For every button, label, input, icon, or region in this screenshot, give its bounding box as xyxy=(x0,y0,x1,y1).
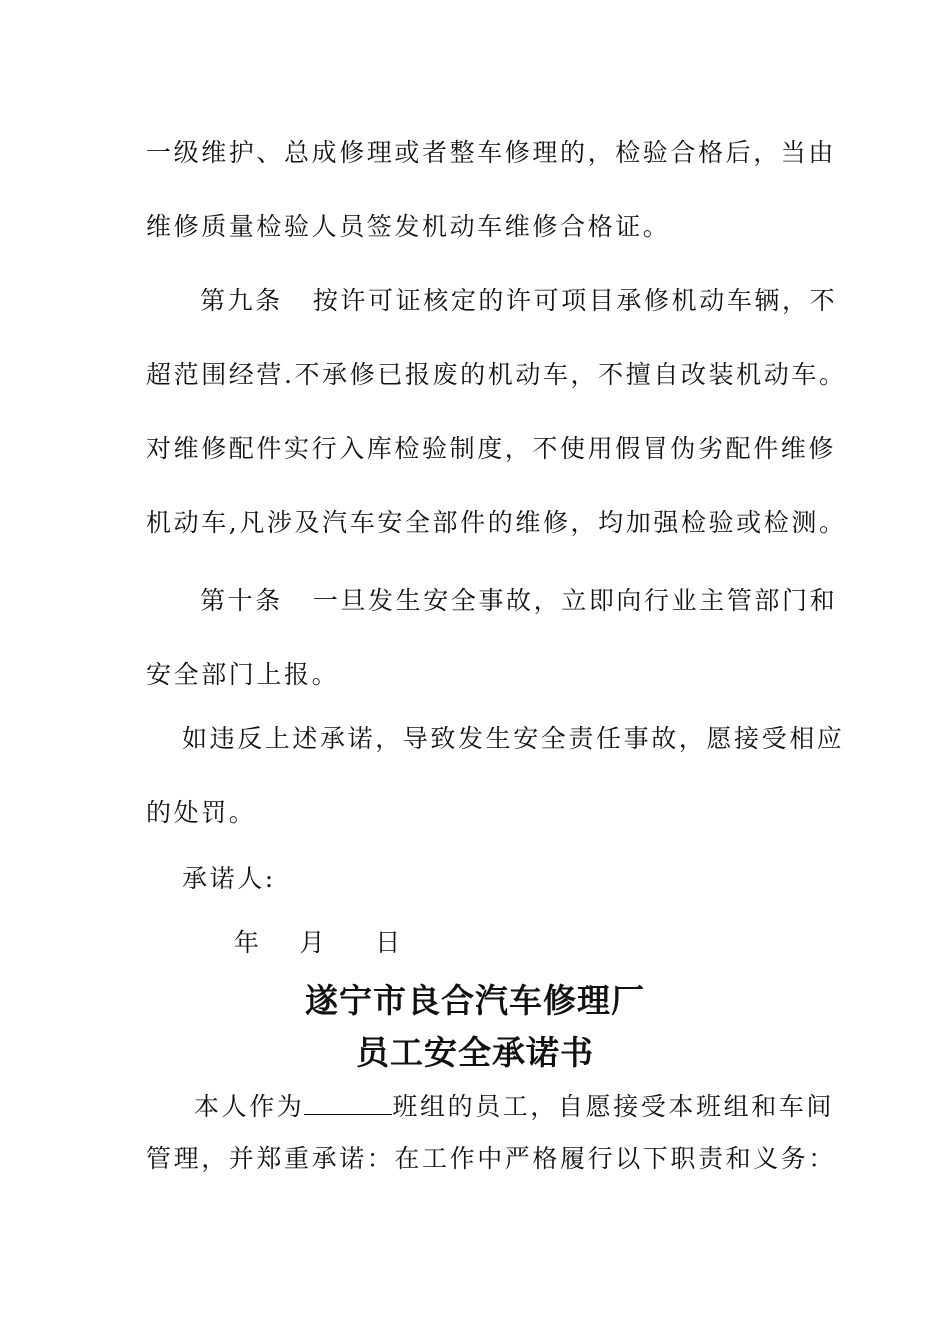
paragraph-line: 管理，并郑重承诺：在工作中严格履行以下职责和义务： xyxy=(146,1144,837,1173)
document-title: 遂宁市良合汽车修理厂 xyxy=(305,981,645,1020)
article-10-label: 第十条 xyxy=(200,586,283,615)
paragraph-line: 维修质量检验人员签发机动车维修合格证。 xyxy=(146,212,671,241)
date-day: 日 xyxy=(375,928,403,957)
promisor-label: 承诺人: xyxy=(182,864,276,893)
paragraph-line: 对维修配件实行入库检验制度，不使用假冒伪劣配件维修 xyxy=(146,434,837,463)
article-9-label: 第九条 xyxy=(200,286,283,315)
date-year: 年 xyxy=(234,928,262,957)
document-subtitle: 员工安全承诺书 xyxy=(356,1033,594,1072)
date-month: 月 xyxy=(299,928,328,957)
article-10-text: 一旦发生安全事故，立即向行业主管部门和 xyxy=(312,586,838,615)
intro-prefix: 本人作为 xyxy=(194,1092,305,1121)
intro-suffix: 班组的员工，自愿接受本班组和车间 xyxy=(392,1092,835,1121)
paragraph-line: 如违反上述承诺，导致发生安全责任事故，愿接受相应 xyxy=(182,724,845,753)
article-9-line xyxy=(200,286,838,315)
article-10-line xyxy=(200,586,838,615)
paragraph-line: 机动车,凡涉及汽车安全部件的维修，均加强检验或检测。 xyxy=(146,508,847,537)
paragraph-line: 超范围经营.不承修已报废的机动车，不擅自改装机动车。 xyxy=(146,360,847,389)
signature-date xyxy=(234,930,904,955)
paragraph-line: 的处罚。 xyxy=(146,798,257,827)
paragraph-line: 一级维护、总成修理或者整车修理的，检验合格后，当由 xyxy=(146,138,837,167)
intro-line xyxy=(194,1094,834,1119)
team-name-blank[interactable] xyxy=(304,1094,392,1115)
paragraph-line: 安全部门上报。 xyxy=(146,660,340,689)
article-9-text: 按许可证核定的许可项目承修机动车辆，不 xyxy=(312,286,838,315)
